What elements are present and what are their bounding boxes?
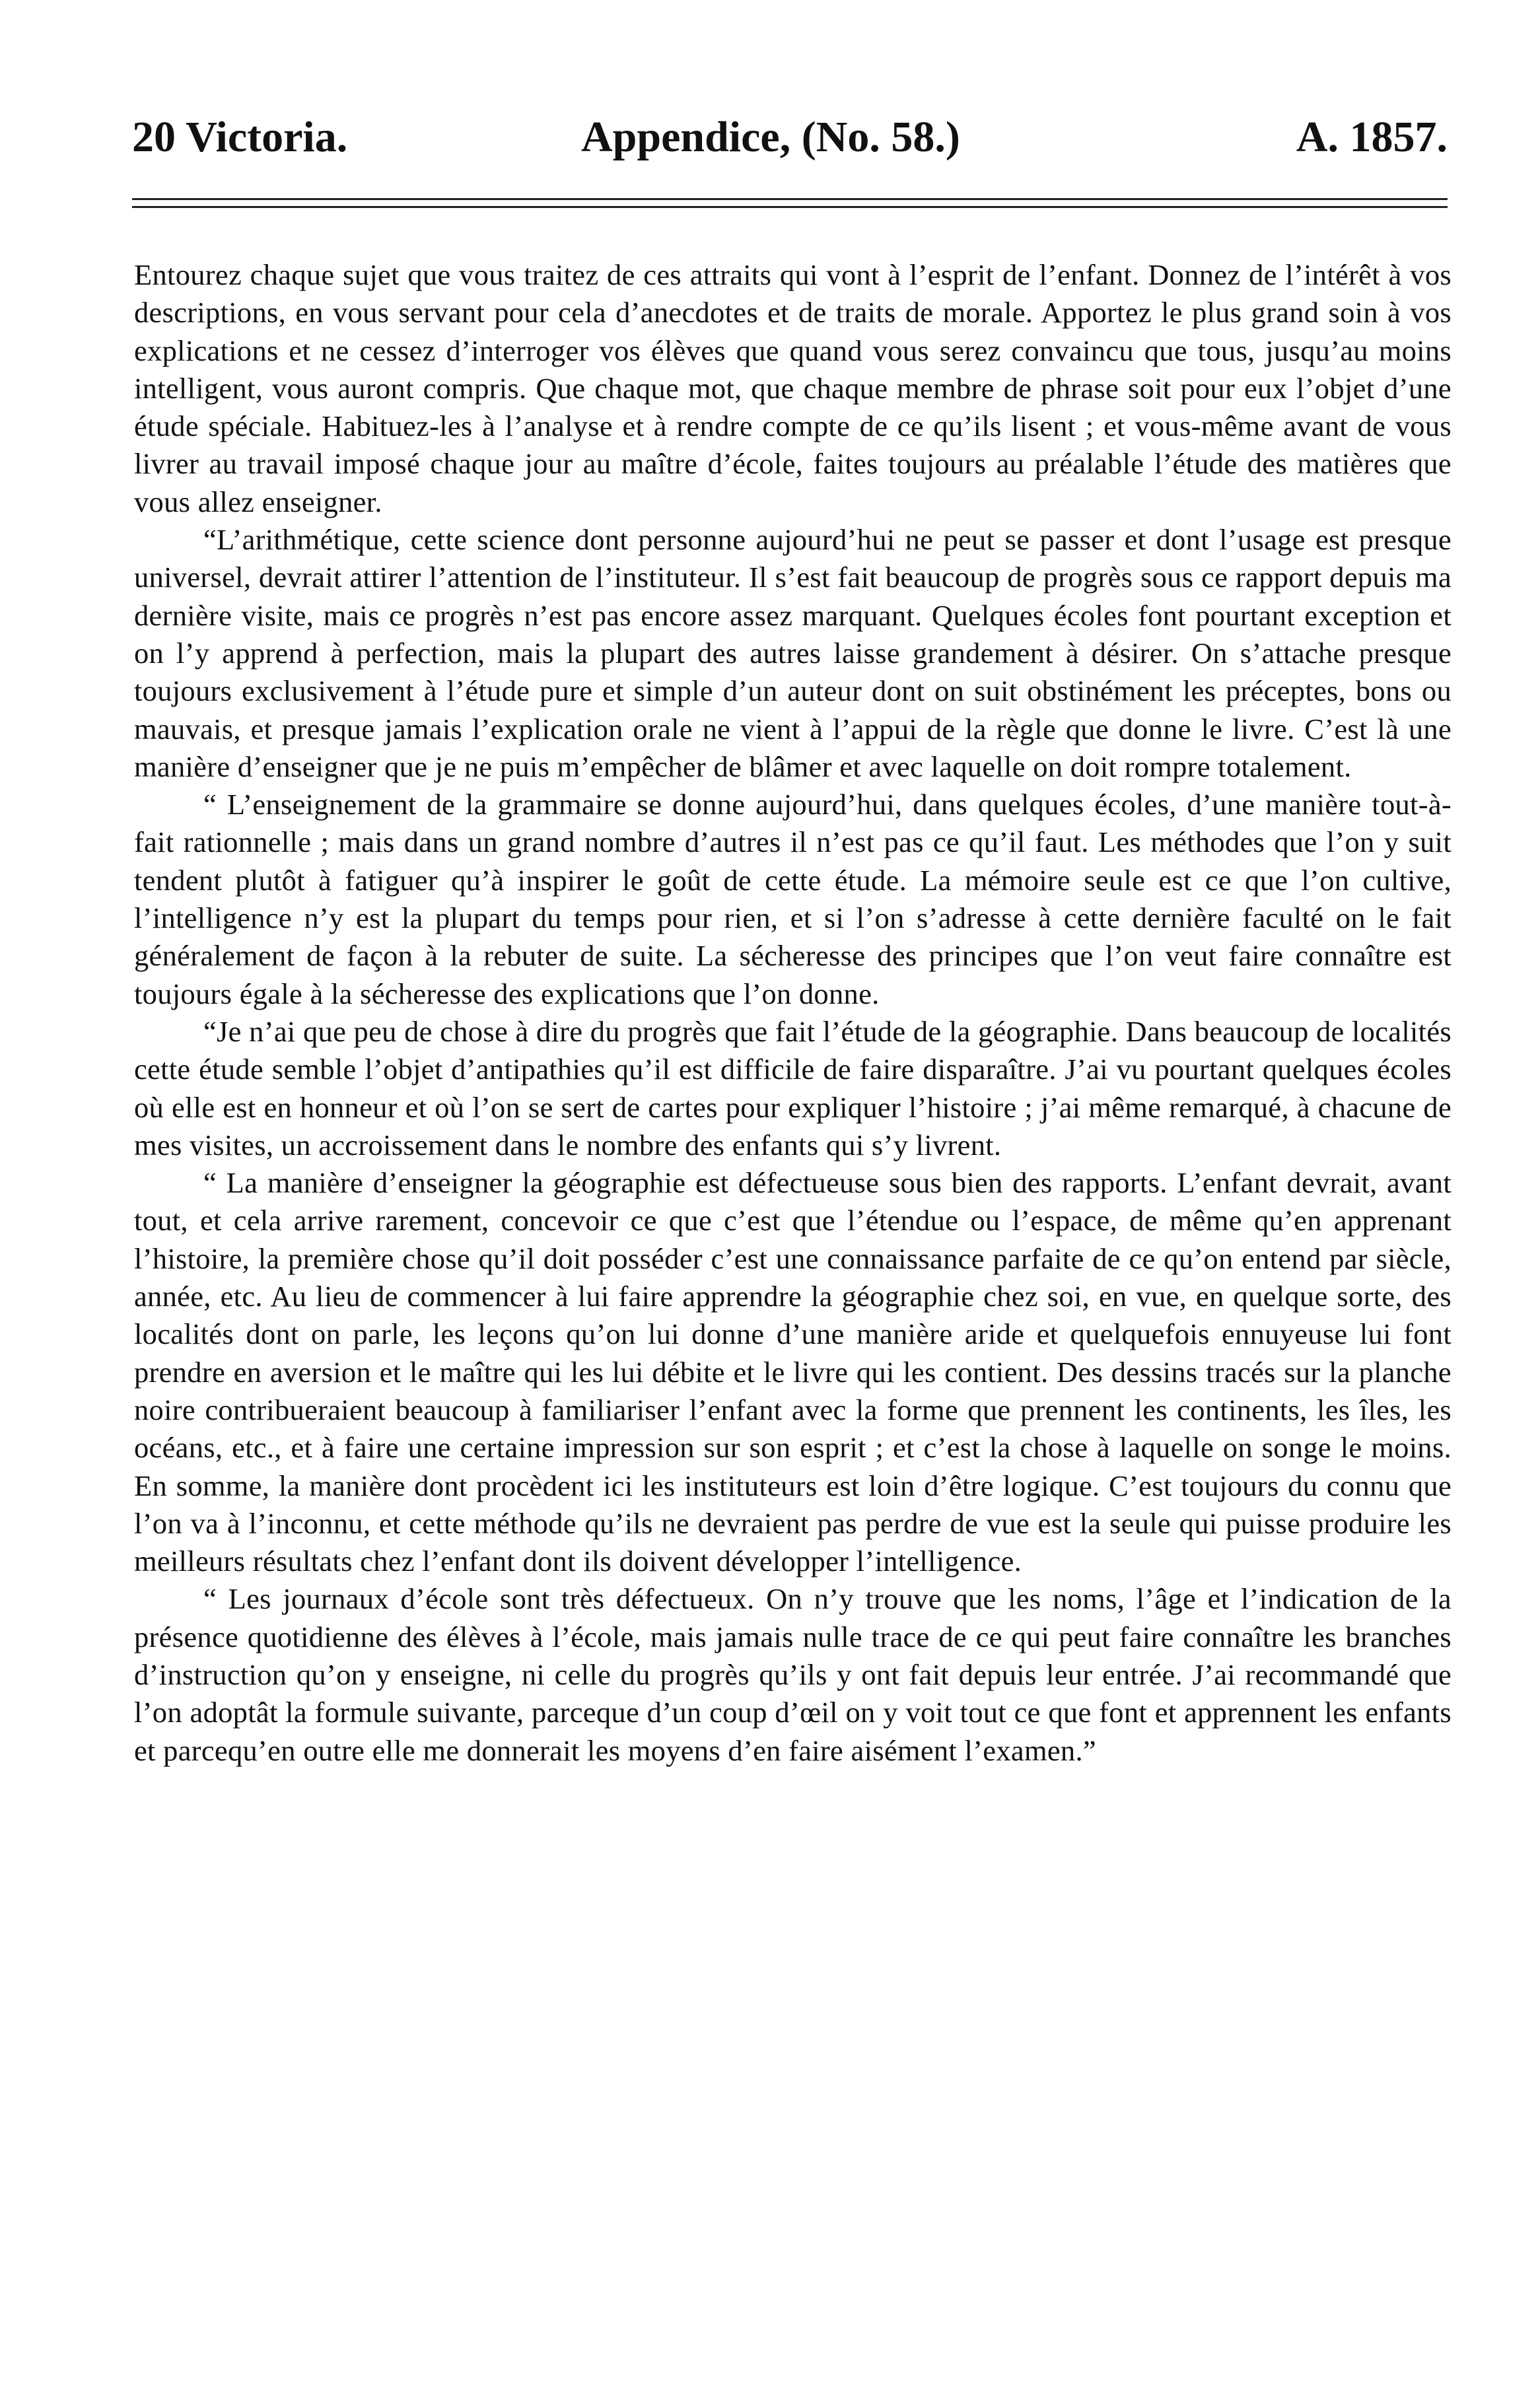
- header-rule-bottom: [132, 206, 1448, 208]
- header-session: 20 Victoria.: [132, 113, 348, 161]
- paragraph-school-journals: “ Les journaux d’école sont très défectueux. On n’y trouve que les noms, l’âge et l’indication de la présence quotidienne des élèves à l’école, mais jamais nulle trace de ce qui peut faire connaître les branches d’instruction qu’on y enseigne, ni celle du progrès qu’ils y ont fait depuis leur entrée. J’ai recommandé que l’on adoptât la formule suivante, parceque d’un coup d’œil on y voit tout ce que font et apprennent les enfants et parcequ’en outre elle me donnerait les moyens d’en faire aisément l’examen.”: [134, 1582, 1452, 1767]
- running-header: [132, 112, 1448, 172]
- paragraph-arithmetic: “L’arithmétique, cette science dont personne aujourd’hui ne peut se passer et dont l’usage est presque universel, devrait attirer l’attention de l’instituteur. Il s’est fait beaucoup de progrès sous ce rapport depuis ma dernière visite, mais ce progrès n’est pas encore assez marquant. Quelques écoles font pourtant exception et on l’y apprend à perfection, mais la plupart des autres laisse grandement à désirer. On s’attache presque toujours exclusivement à l’étude pure et simple d’un auteur dont on suit obstinément les préceptes, bons ou mauvais, et presque jamais l’explication orale ne vient à l’appui de la règle que donne le livre. C’est là une manière d’enseigner que je ne puis m’empêcher de blâmer et avec laquelle on doit rompre totalement.: [134, 523, 1452, 783]
- body-text: [134, 256, 1452, 1770]
- paragraph-geography-method: “ La manière d’enseigner la géographie est défectueuse sous bien des rapports. L’enfant devrait, avant tout, et cela arrive rarement, concevoir ce que c’est que l’étendue ou l’espace, de même qu’en apprenant l’histoire, la première chose qu’il doit posséder c’est une connaissance parfaite de ce qu’on entend par siècle, année, etc. Au lieu de commencer à lui faire apprendre la géographie chez soi, en vue, en quelque sorte, des localités dont on parle, les leçons qu’on lui donne d’une manière aride et quelquefois ennuyeuse lui font prendre en aversion et le maître qui les lui débite et le livre qui les contient. Des dessins tracés sur la planche noire contribueraient beaucoup à familiariser l’enfant avec la forme que prennent les continents, les îles, les océans, etc., et à faire une certaine impression sur son esprit ; et c’est la chose à laquelle on songe le moins. En somme, la manière dont procèdent ici les instituteurs est loin d’être logique. C’est toujours du connu que l’on va à l’inconnu, et cette méthode qu’ils ne devraient pas perdre de vue est la seule qui puisse produire les meilleurs résultats chez l’enfant dont ils doivent développer l’intelligence.: [134, 1166, 1452, 1578]
- header-appendix-number: Appendice, (No. 58.): [581, 113, 960, 161]
- paragraph-continued: Entourez chaque sujet que vous traitez de ces attraits qui vont à l’esprit de l’enfant. Donnez de l’intérêt à vos descriptions, en vous servant pour cela d’anecdotes et de traits de morale. Apportez le plus grand soin à vos explications et ne cessez d’interroger vos élèves que quand vous serez convaincu que tous, jusqu’au moins intelligent, vous auront compris. Que chaque mot, que chaque membre de phrase soit pour eux l’objet d’une étude spéciale. Habituez-les à l’analyse et à rendre compte de ce qu’ils lisent ; et vous-même avant de vous livrer au travail imposé chaque jour au maître d’école, faites toujours au préalable l’étude des matières que vous allez enseigner.: [134, 258, 1452, 518]
- header-rule-top: [132, 198, 1448, 200]
- paragraph-geography-progress: “Je n’ai que peu de chose à dire du progrès que fait l’étude de la géographie. Dans beaucoup de localités cette étude semble l’objet d’antipathies qu’il est difficile de faire disparaître. J’ai vu pourtant quelques écoles où elle est en honneur et où l’on se sert de cartes pour expliquer l’histoire ; j’ai même remarqué, à chacune de mes visites, un accroissement dans le nombre des enfants qui s’y livrent.: [134, 1014, 1452, 1162]
- header-year: A. 1857.: [1296, 113, 1448, 161]
- paragraph-grammar: “ L’enseignement de la grammaire se donne aujourd’hui, dans quelques écoles, d’une manière tout-à-fait rationnelle ; mais dans un grand nombre d’autres il n’est pas ce qu’il faut. Les méthodes que l’on y suit tendent plutôt à fatiguer qu’à inspirer le goût de cette étude. La mémoire seule est ce que l’on cultive, l’intelligence n’y est la plupart du temps pour rien, et si l’on s’adresse à cette dernière faculté on le fait généralement de façon à la rebuter de suite. La sécheresse des principes que l’on veut faire connaître est toujours égale à la sécheresse des explications que l’on donne.: [134, 788, 1452, 1010]
